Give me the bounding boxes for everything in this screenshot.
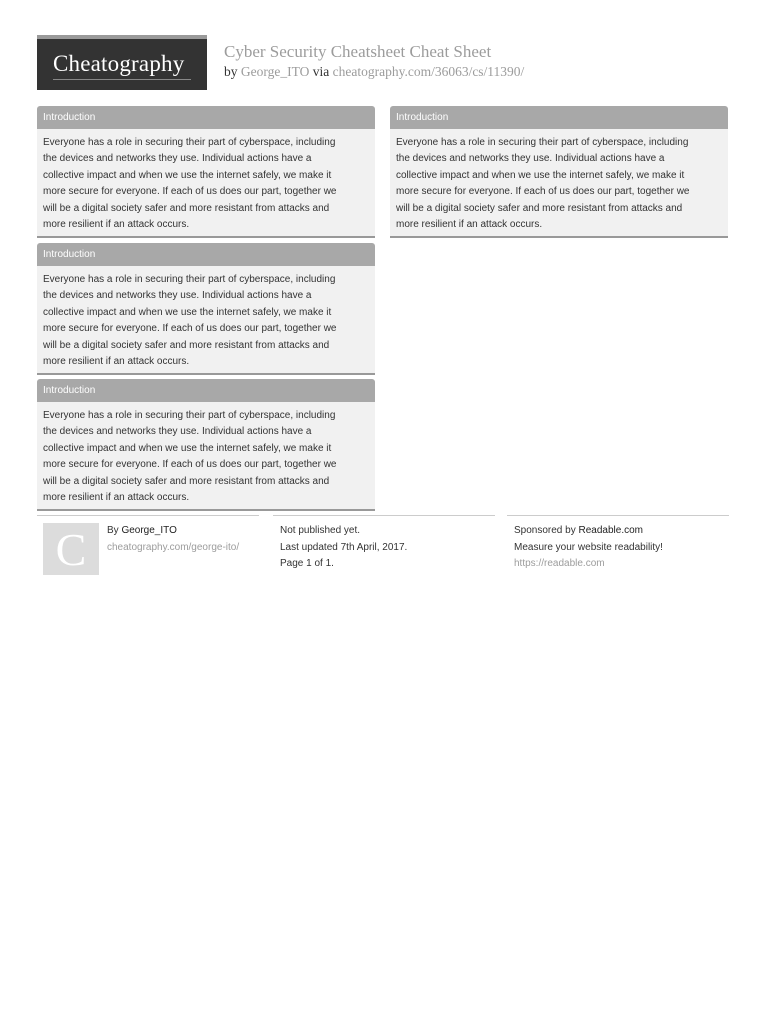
body-line: more secure for everyone. If each of us does our part, together we [43, 186, 337, 198]
body-line: the devices and networks they use. Individual actions have a [43, 426, 312, 438]
author-link[interactable]: George_ITO [240, 64, 310, 79]
section-block-1 [37, 106, 375, 238]
body-line: more secure for everyone. If each of us does our part, together we [396, 186, 690, 198]
body-line: more resilient if an attack occurs. [43, 219, 190, 231]
sponsor-url[interactable]: https://readable.com [514, 558, 605, 569]
body-line: Everyone has a role in securing their part of cyberspace, including [396, 137, 689, 148]
body-line: more resilient if an attack occurs. [43, 356, 190, 368]
footer-sponsor [514, 523, 663, 573]
logo-text: Cheatography [53, 51, 185, 76]
body-line: collective impact and when we use the internet safely, we make it [43, 169, 332, 181]
body-line: the devices and networks they use. Individual actions have a [43, 290, 312, 302]
section-block-3 [37, 243, 375, 375]
sponsor-name[interactable]: Readable.com [578, 525, 643, 536]
sponsor-tagline: Measure your website readability! [514, 541, 663, 553]
body-line: more secure for everyone. If each of us does our part, together we [43, 323, 337, 335]
body-line: collective impact and when we use the internet safely, we make it [43, 442, 332, 454]
footer-author-name[interactable]: George_ITO [121, 525, 177, 536]
sheet-url-link[interactable]: cheatography.com/36063/cs/11390/ [332, 64, 525, 79]
footer-status [280, 523, 407, 573]
body-line: the devices and networks they use. Individual actions have a [43, 153, 312, 165]
page-count: Page 1 of 1. [280, 558, 334, 569]
sponsored-label: Sponsored by [514, 525, 576, 536]
body-line: Everyone has a role in securing their part of cyberspace, including [43, 137, 336, 148]
section-body [37, 266, 375, 375]
body-line: more resilient if an attack occurs. [396, 219, 543, 231]
body-line: will be a digital society safer and more resistant from attacks and [43, 202, 330, 214]
body-line: Everyone has a role in securing their part of cyberspace, including [43, 274, 336, 285]
footer-author [107, 523, 239, 556]
byline [224, 64, 524, 80]
section-body [37, 402, 375, 511]
body-line: collective impact and when we use the internet safely, we make it [43, 306, 332, 318]
section-header: Introduction [37, 106, 375, 129]
section-header: Introduction [37, 379, 375, 402]
body-line: will be a digital society safer and more resistant from attacks and [43, 475, 330, 487]
body-line: the devices and networks they use. Individual actions have a [396, 153, 665, 165]
footer-by-label: By [107, 525, 119, 536]
section-block-4 [37, 379, 375, 511]
section-body [390, 129, 728, 238]
body-line: Everyone has a role in securing their part of cyberspace, including [43, 410, 336, 421]
via-label: via [312, 64, 330, 79]
body-line: more resilient if an attack occurs. [43, 492, 190, 504]
section-header: Introduction [390, 106, 728, 129]
footer-divider [273, 515, 495, 516]
last-updated: Last updated 7th April, 2017. [280, 541, 408, 553]
footer-author-url[interactable]: cheatography.com/george-ito/ [107, 541, 240, 553]
section-block-2 [390, 106, 728, 238]
avatar-letter: C [55, 524, 87, 575]
publish-status: Not published yet. [280, 525, 361, 536]
body-line: will be a digital society safer and more resistant from attacks and [396, 202, 683, 214]
footer-divider [37, 515, 259, 516]
cheatography-logo[interactable] [37, 35, 207, 90]
body-line: will be a digital society safer and more resistant from attacks and [43, 339, 330, 351]
page-title: Cyber Security Cheatsheet Cheat Sheet [224, 42, 492, 61]
logo-underline [53, 79, 191, 80]
section-header: Introduction [37, 243, 375, 266]
body-line: more secure for everyone. If each of us does our part, together we [43, 459, 337, 471]
body-line: collective impact and when we use the internet safely, we make it [396, 169, 685, 181]
avatar[interactable] [43, 523, 99, 575]
section-body [37, 129, 375, 238]
by-label: by [224, 64, 238, 79]
footer-divider [507, 515, 729, 516]
